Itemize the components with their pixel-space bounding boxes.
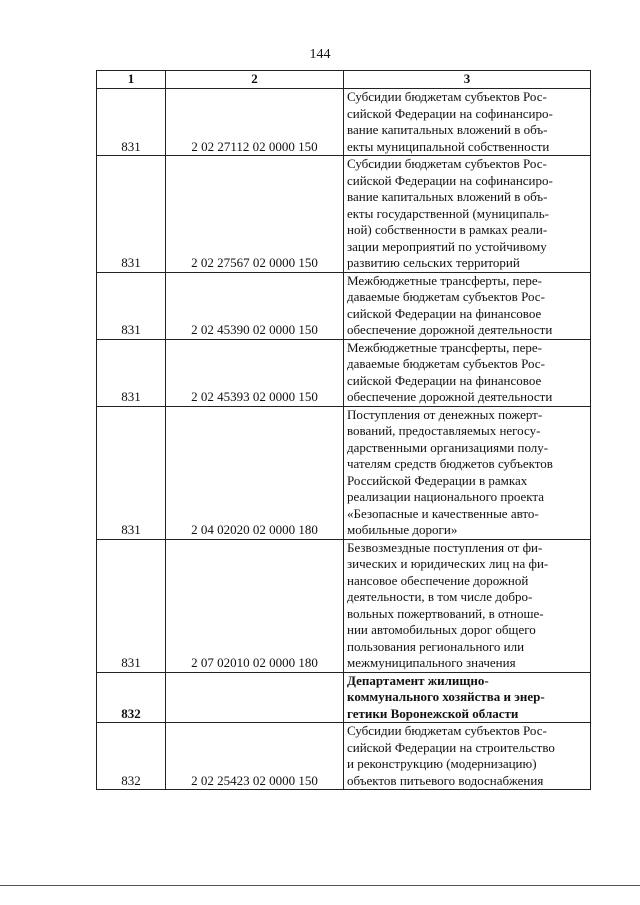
description-line: сийской Федерации на финансовое bbox=[347, 372, 542, 388]
description-line: екты государственной (муниципаль- bbox=[347, 205, 549, 221]
description-line: и реконструкцию (модернизацию) bbox=[347, 756, 537, 771]
description-line: Департамент жилищно- bbox=[347, 672, 489, 688]
admin-code-cell: 831 bbox=[97, 272, 166, 339]
description-line: мобильные дороги» bbox=[347, 522, 458, 537]
table-body bbox=[97, 89, 591, 790]
table-row bbox=[97, 539, 591, 672]
description-line: коммунального хозяйства и энер- bbox=[347, 689, 545, 704]
admin-code-cell: 831 bbox=[97, 156, 166, 273]
description-line: сийской Федерации на софинансиро- bbox=[347, 105, 553, 121]
description-line: деятельности, в том числе добро- bbox=[347, 589, 533, 604]
revenue-description-cell bbox=[344, 406, 591, 539]
description-line: «Безопасные и качественные авто- bbox=[347, 505, 539, 521]
table-row bbox=[97, 272, 591, 339]
revenue-code-cell: 2 02 45393 02 0000 150 bbox=[166, 339, 344, 406]
admin-code-cell: 831 bbox=[97, 339, 166, 406]
description-line: ной) собственности в рамках реали- bbox=[347, 222, 548, 237]
description-line: гетики Воронежской области bbox=[347, 705, 519, 721]
revenue-description-cell bbox=[344, 672, 591, 723]
revenue-code-cell: 2 02 27567 02 0000 150 bbox=[166, 156, 344, 273]
table-row bbox=[97, 156, 591, 273]
description-line: межмуниципального значения bbox=[347, 655, 516, 670]
revenue-code-cell: 2 07 02010 02 0000 180 bbox=[166, 539, 344, 672]
revenue-description-cell bbox=[344, 89, 591, 156]
description-line: Поступления от денежных пожерт- bbox=[347, 406, 543, 422]
description-line: сийской Федерации на финансовое bbox=[347, 305, 542, 321]
admin-code-cell: 832 bbox=[97, 723, 166, 790]
description-line: нансовое обеспечение дорожной bbox=[347, 572, 529, 588]
revenue-code-cell: 2 04 02020 02 0000 180 bbox=[166, 406, 344, 539]
description-line: Российской Федерации в рамках bbox=[347, 472, 528, 488]
revenue-code-cell bbox=[166, 672, 344, 723]
admin-code-cell: 831 bbox=[97, 406, 166, 539]
admin-code-cell: 831 bbox=[97, 89, 166, 156]
description-line: нии автомобильных дорог общего bbox=[347, 622, 536, 637]
revenue-description-cell bbox=[344, 339, 591, 406]
budget-classification-table bbox=[96, 70, 591, 790]
description-line: Субсидии бюджетам субъектов Рос- bbox=[347, 156, 547, 171]
description-line: зации мероприятий по устойчивому bbox=[347, 238, 547, 254]
revenue-description-cell bbox=[344, 723, 591, 790]
description-line: объектов питьевого водоснабжения bbox=[347, 772, 544, 788]
description-line: даваемые бюджетам субъектов Рос- bbox=[347, 356, 545, 371]
description-line: сийской Федерации на софинансиро- bbox=[347, 172, 553, 188]
revenue-description-cell bbox=[344, 539, 591, 672]
description-line: сийской Федерации на строительство bbox=[347, 739, 555, 755]
description-line: вольных пожертвований, в отноше- bbox=[347, 605, 544, 621]
description-line: Межбюджетные трансферты, пере- bbox=[347, 272, 542, 288]
description-line: пользования регионального или bbox=[347, 638, 525, 654]
description-line: Межбюджетные трансферты, пере- bbox=[347, 339, 542, 355]
description-line: Субсидии бюджетам субъектов Рос- bbox=[347, 723, 547, 738]
description-line: обеспечение дорожной деятельности bbox=[347, 322, 553, 337]
table-row bbox=[97, 406, 591, 539]
description-line: Субсидии бюджетам субъектов Рос- bbox=[347, 89, 547, 104]
description-line: зических и юридических лиц на фи- bbox=[347, 556, 549, 571]
description-line: вание капитальных вложений в объ- bbox=[347, 189, 548, 204]
description-line: вание капитальных вложений в объ- bbox=[347, 122, 548, 137]
column-header-3: 3 bbox=[344, 71, 591, 89]
revenue-code-cell: 2 02 45390 02 0000 150 bbox=[166, 272, 344, 339]
description-line: реализации национального проекта bbox=[347, 489, 545, 504]
description-line: екты муниципальной собственности bbox=[347, 138, 550, 154]
table-row bbox=[97, 672, 591, 723]
description-line: вований, предоставляемых негосу- bbox=[347, 423, 541, 438]
description-line: дарственными организациями полу- bbox=[347, 439, 549, 455]
table-row bbox=[97, 89, 591, 156]
column-header-2: 2 bbox=[166, 71, 344, 89]
revenue-code-cell: 2 02 25423 02 0000 150 bbox=[166, 723, 344, 790]
revenue-code-cell: 2 02 27112 02 0000 150 bbox=[166, 89, 344, 156]
description-line: Безвозмездные поступления от фи- bbox=[347, 539, 543, 555]
table-row bbox=[97, 339, 591, 406]
description-line: обеспечение дорожной деятельности bbox=[347, 389, 553, 404]
page-number: 144 bbox=[309, 47, 331, 62]
table-header-row bbox=[97, 71, 591, 89]
revenue-description-cell bbox=[344, 156, 591, 273]
admin-code-cell: 832 bbox=[97, 672, 166, 723]
column-header-1: 1 bbox=[97, 71, 166, 89]
description-line: развитию сельских территорий bbox=[347, 255, 520, 270]
footer-rule bbox=[0, 885, 640, 886]
description-line: чателям средств бюджетов субъектов bbox=[347, 456, 553, 471]
table-row bbox=[97, 723, 591, 790]
description-line: даваемые бюджетам субъектов Рос- bbox=[347, 289, 545, 304]
revenue-description-cell bbox=[344, 272, 591, 339]
admin-code-cell: 831 bbox=[97, 539, 166, 672]
